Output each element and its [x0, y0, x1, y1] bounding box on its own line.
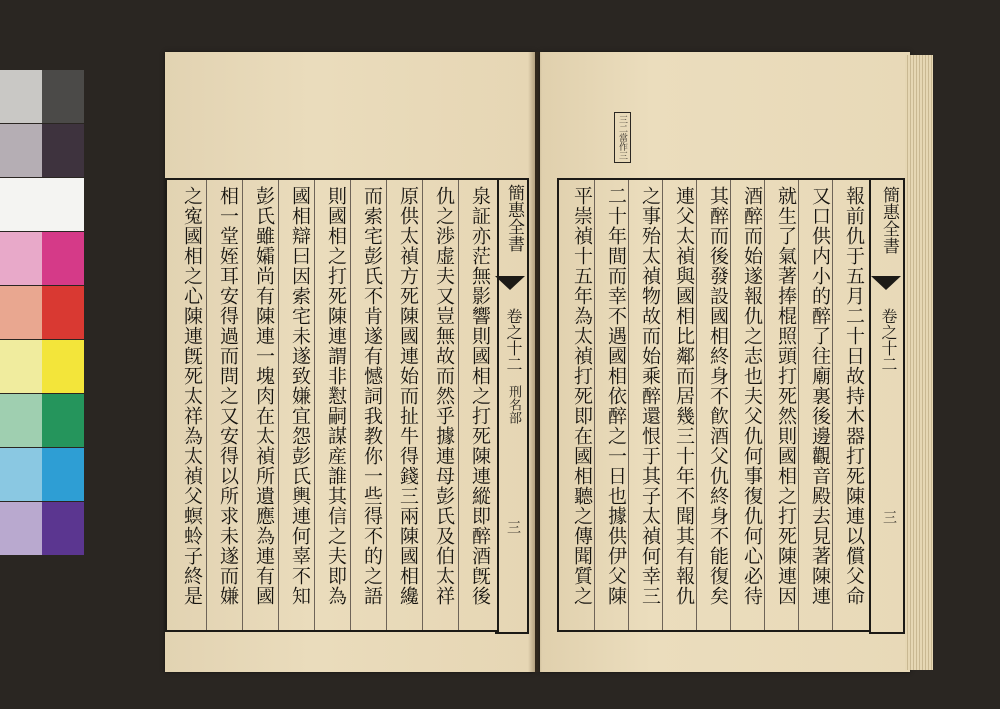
column-rule	[458, 180, 459, 630]
column-rule	[730, 180, 731, 630]
right-margin-column	[869, 178, 905, 634]
text-column: 而索宅彭氏不肯遂有憾詞我教你一些得不的之語	[361, 186, 383, 606]
color-chip	[0, 286, 42, 339]
margin-volume: 卷之十二	[879, 308, 898, 372]
column-rule	[798, 180, 799, 630]
text-column: 相一堂姪耳安得過而問之又安得以所求未遂而嫌	[217, 186, 239, 606]
text-column: 又口供内小的醉了往廟裏後邊觀音殿去見著陳連	[809, 186, 831, 606]
column-rule	[350, 180, 351, 630]
page-edges	[905, 55, 933, 670]
text-column: 之寃國相之心陳連旣死太祥為太禎父螟蛉子終是	[181, 186, 203, 606]
text-column: 國相辯曰因索宅未遂致嫌宜怨彭氏輿連何辜不知	[289, 186, 311, 606]
color-chip	[0, 502, 42, 555]
column-rule	[764, 180, 765, 630]
text-column: 則國相之打死陳連謂非懟嗣謀産誰其信之夫即為	[325, 186, 347, 606]
text-column: 二十年間而幸不遇國相依醉之一日也據供伊父陳	[605, 186, 627, 606]
text-column: 其醉而後發設國相終身不飮酒父仇終身不能復矣	[707, 186, 729, 606]
text-column: 報前仇于五月二十日故持木器打死陳連以償父命	[843, 186, 865, 606]
text-column: 平崇禎十五年為太禎打死即在國相聽之傳聞質之	[571, 186, 593, 606]
margin-section: 刑名部	[506, 385, 521, 424]
color-chip	[42, 286, 84, 339]
color-chip	[0, 340, 42, 393]
left-text-frame	[165, 178, 499, 632]
column-rule	[242, 180, 243, 630]
text-column: 彭氏雖孀尚有陳連一塊肉在太禎所遺應為連有國	[253, 186, 275, 606]
text-column: 仇之渉虚夫又豈無故而然乎據連母彭氏及伯太祥	[433, 186, 455, 606]
margin-volume: 卷之十二	[504, 308, 523, 372]
color-chip	[42, 394, 84, 447]
column-rule	[386, 180, 387, 630]
column-rule	[696, 180, 697, 630]
color-chip	[0, 394, 42, 447]
column-rule	[422, 180, 423, 630]
text-column: 連父太禎與國相比鄰而居幾三十年不聞其有報仇	[673, 186, 695, 606]
column-rule	[314, 180, 315, 630]
column-rule	[206, 180, 207, 630]
color-chip	[0, 70, 42, 123]
color-chip	[0, 232, 42, 285]
column-rule	[662, 180, 663, 630]
color-chip	[42, 502, 84, 555]
text-column: 泉証亦茫無影響則國相之打死陳連縱即醉酒旣後	[469, 186, 491, 606]
fishtail-mark	[495, 276, 525, 290]
color-chip	[0, 448, 42, 501]
color-chip	[42, 178, 84, 231]
color-chip	[42, 340, 84, 393]
color-chip	[42, 124, 84, 177]
column-rule	[594, 180, 595, 630]
color-chip	[42, 70, 84, 123]
margin-book-title: 簡惠全書	[879, 186, 899, 254]
color-chip	[0, 178, 42, 231]
column-rule	[832, 180, 833, 630]
fishtail-mark	[871, 276, 901, 290]
right-text-frame	[557, 178, 871, 632]
text-column: 酒醉而始遂報仇之志也夫父仇何事復仇何心必待	[741, 186, 763, 606]
text-column: 原供太禎方死陳國連始而扯牛得錢三兩陳國相纔	[397, 186, 419, 606]
color-chip	[0, 124, 42, 177]
correction-note-tag: 三二當作三	[614, 112, 631, 163]
color-chip	[42, 448, 84, 501]
book-gutter	[528, 52, 542, 672]
margin-page-number: 三	[881, 510, 897, 524]
column-rule	[278, 180, 279, 630]
left-margin-column	[495, 178, 529, 634]
margin-page-number: 三	[505, 520, 521, 534]
margin-book-title: 簡惠全書	[504, 184, 524, 252]
text-column: 就生了氣著捧棍照頭打死然則國相之打死陳連因	[775, 186, 797, 606]
column-rule	[628, 180, 629, 630]
color-chip	[42, 232, 84, 285]
text-column: 之事殆太禎物故而始乘醉還恨于其子太禎何幸三	[639, 186, 661, 606]
